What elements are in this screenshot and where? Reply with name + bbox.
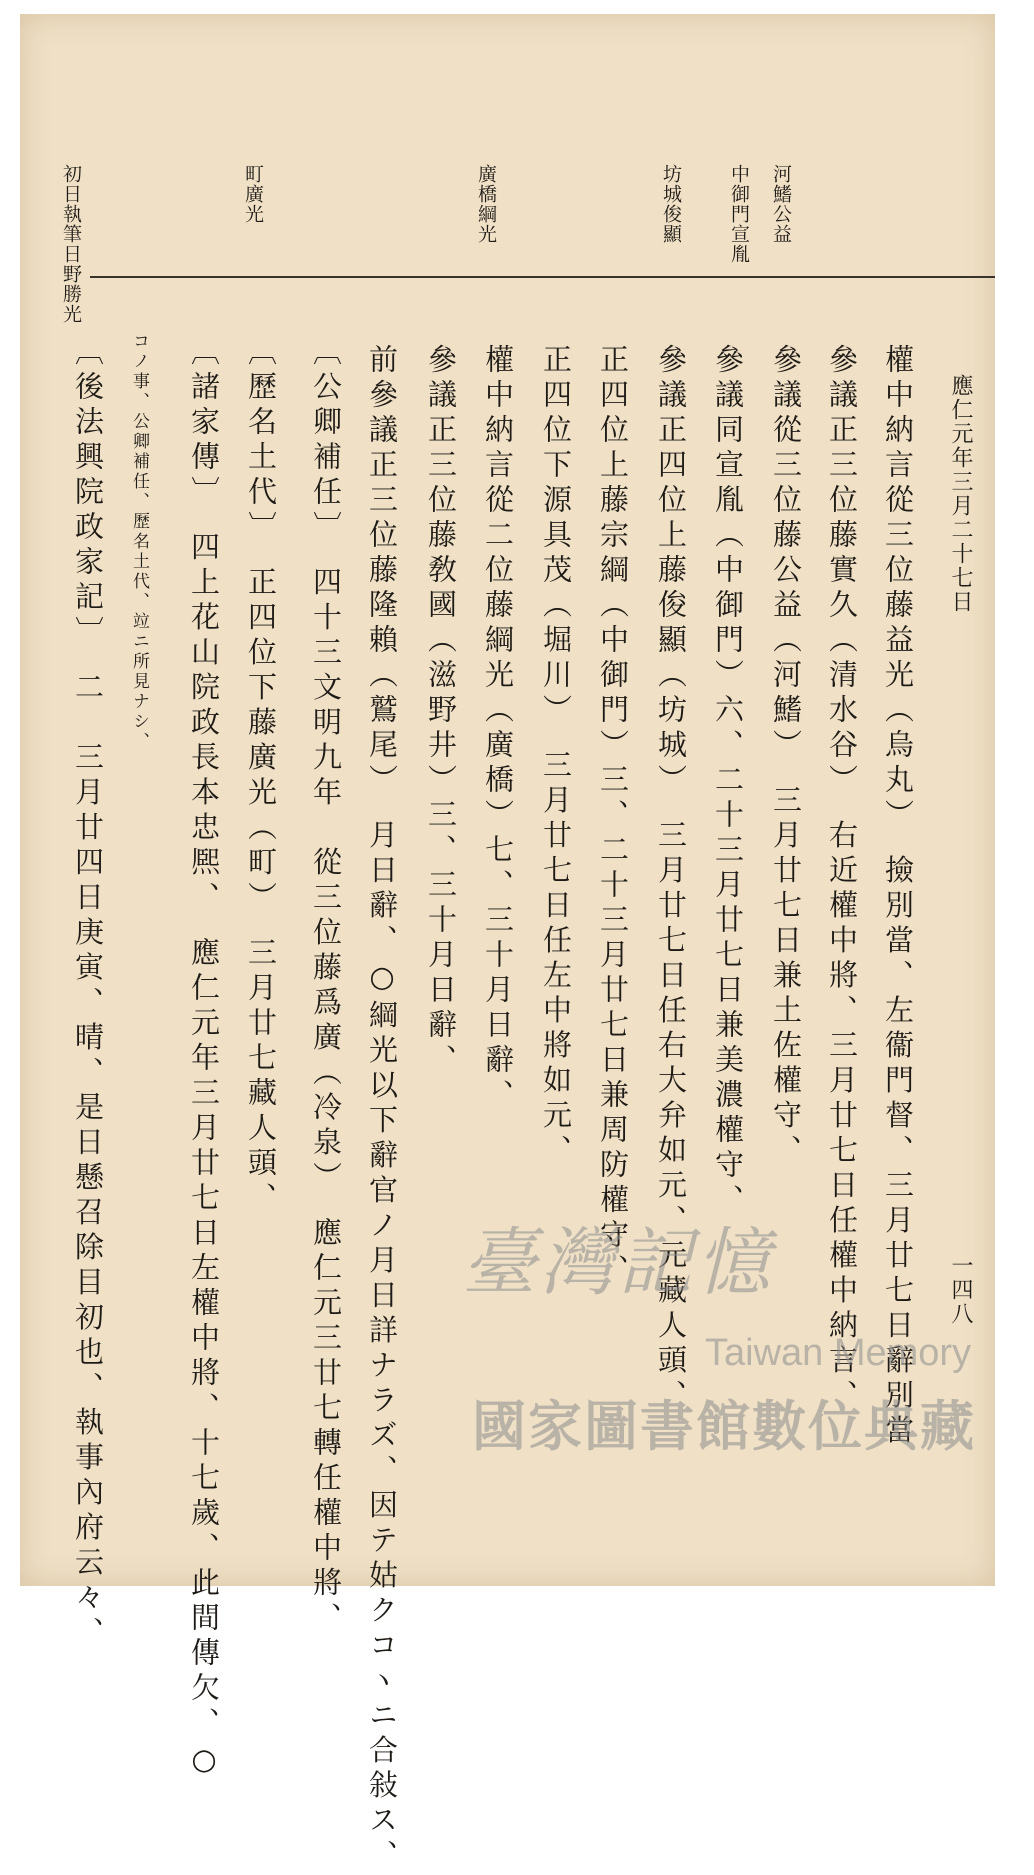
text-column-6: 正四位上藤宗綱（中御門）三、二十三月廿七日兼周防權守、: [596, 344, 630, 1289]
text-column-1: 權中納言從三位藤益光（烏丸） 撿別當、左衞門督、三月廿七日辭別當: [881, 344, 915, 1450]
text-column-7: 正四位下源具茂（堀川） 三月廿七日任左中將如元、: [539, 344, 573, 1170]
text-column-14: コノ事、公卿補任、歷名土代、竝ニ所見ナシ、: [129, 332, 149, 752]
text-column-15: 〔後法興院政家記〕 二 三月廿四日庚寅、晴、是日懸召除目初也、執事內府云々、: [71, 336, 105, 1652]
margin-name-3: 坊城俊顯: [660, 164, 682, 244]
text-column-10: 前參議正三位藤隆賴（鷲尾） 月日辭、○綱光以下辭官ノ月日詳ナラズ、因テ姑クコヽニ合敍ス、: [365, 344, 399, 1875]
watermark-taiwan-memory-cn: 臺灣記憶: [462, 1220, 774, 1306]
book-page: [20, 14, 995, 1875]
margin-name-4: 廣橋綱光: [475, 164, 497, 244]
page-number: 一四八: [948, 1254, 973, 1326]
text-column-4: 參議同宣胤（中御門）六、二十三月廿七日兼美濃權守、: [711, 344, 745, 1219]
margin-name-2: 中御門宣胤: [728, 164, 750, 264]
text-column-2: 參議正三位藤實久（清水谷） 右近權中將、三月廿七日任權中納言、: [825, 344, 859, 1415]
text-column-11: 〔公卿補任〕 四十三文明九年 從三位藤爲廣（冷泉） 應仁元三廿七轉任權中將、: [309, 336, 343, 1637]
text-column-3: 參議從三位藤公益（河鰭） 三月廿七日兼土佐權守、: [769, 344, 803, 1170]
margin-name-5: 町廣光: [242, 164, 264, 224]
margin-name-6: 初日執筆日野勝光: [60, 164, 82, 324]
running-head: 應仁元年三月二十七日: [948, 374, 973, 614]
text-column-12: 〔歷名土代〕 正四位下藤廣光（町） 三月廿七藏人頭、: [244, 336, 278, 1217]
text-column-13: 〔諸家傳〕 四上花山院政長本忠熈、 應仁元年三月廿七日左權中將、十七歲、此間傳欠、○: [187, 336, 221, 1782]
watermark-taiwan-memory-en: Taiwan Memory: [705, 1332, 972, 1374]
header-rule: [90, 276, 995, 278]
text-column-9: 參議正三位藤敎國（滋野井）三、三十月日辭、: [424, 344, 458, 1079]
text-column-5: 參議正四位上藤俊顯（坊城） 三月廿七日任右大弁如元、元藏人頭、: [654, 344, 688, 1415]
text-column-8: 權中納言從二位藤綱光（廣橋）七、三十月日辭、: [481, 344, 515, 1114]
margin-name-1: 河鰭公益: [770, 164, 792, 244]
watermark-national-library: 國家圖書館數位典藏: [472, 1397, 976, 1457]
